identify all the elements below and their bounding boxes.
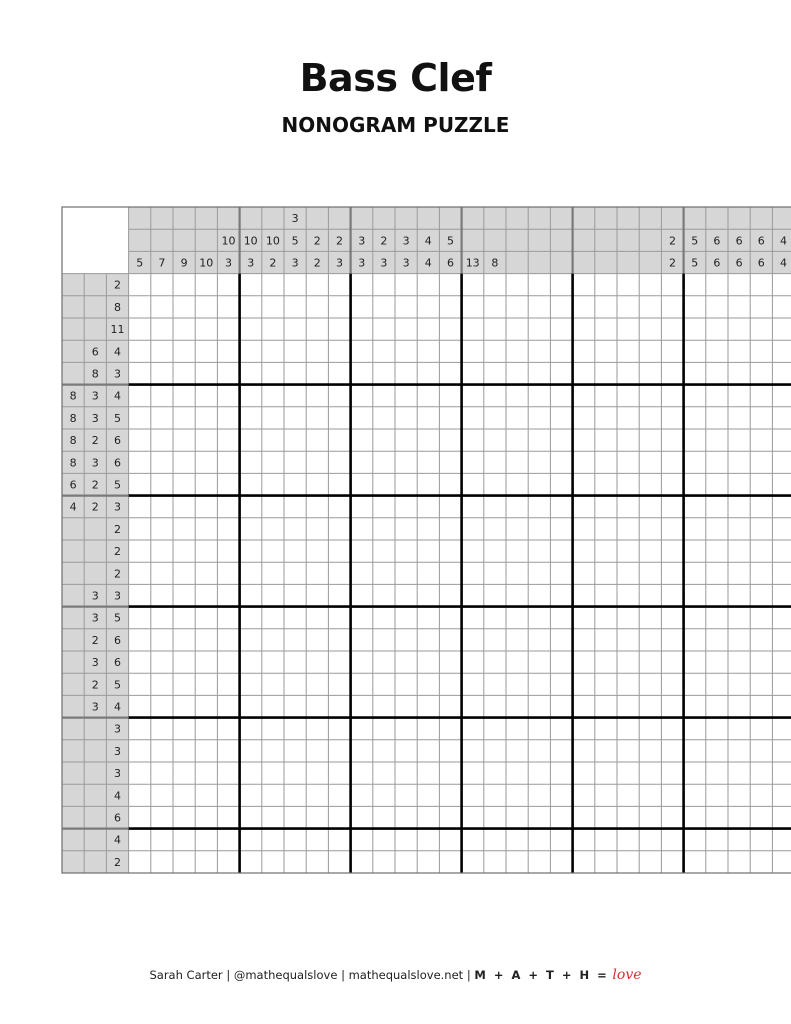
row-clue: 3 <box>114 744 121 758</box>
row-clue: 3 <box>114 767 121 781</box>
row-clue: 6 <box>69 478 77 492</box>
row-clue: 3 <box>91 589 99 603</box>
row-clue: 2 <box>91 500 99 514</box>
row-clue: 2 <box>114 567 121 581</box>
column-clue: 6 <box>735 256 743 270</box>
row-clue: 6 <box>114 656 121 670</box>
row-clue: 3 <box>91 456 99 470</box>
row-clue: 6 <box>114 434 121 448</box>
row-clue: 2 <box>114 522 121 536</box>
column-clue: 2 <box>669 234 676 248</box>
column-clue: 5 <box>136 256 144 270</box>
column-clue: 3 <box>358 256 366 270</box>
column-clue: 5 <box>691 234 699 248</box>
row-clue: 5 <box>114 678 121 692</box>
row-clue: 8 <box>69 411 77 425</box>
column-clue: 10 <box>199 256 214 270</box>
row-clue: 3 <box>91 611 99 625</box>
column-clue: 5 <box>291 234 299 248</box>
row-clue: 4 <box>114 345 121 359</box>
row-clue: 3 <box>114 500 121 514</box>
column-clue: 10 <box>265 234 280 248</box>
row-clue: 6 <box>114 811 121 825</box>
column-clue: 7 <box>158 256 166 270</box>
row-clue: 4 <box>114 833 121 847</box>
footer <box>0 967 791 983</box>
column-clue: 2 <box>313 256 321 270</box>
column-clue: 6 <box>447 256 454 270</box>
footer-love-logo: love <box>612 967 642 983</box>
row-clue: 4 <box>114 700 121 714</box>
column-clue: 8 <box>491 256 499 270</box>
row-clue: 8 <box>91 367 99 381</box>
column-clue: 2 <box>313 234 321 248</box>
row-clue: 4 <box>114 389 121 403</box>
row-clue: 2 <box>91 478 99 492</box>
page-title: Bass Clef <box>299 56 492 100</box>
row-clue: 5 <box>114 611 121 625</box>
footer-brand: M + A + T + H = <box>474 968 609 982</box>
column-clue: 6 <box>757 234 765 248</box>
row-clue: 5 <box>114 411 121 425</box>
row-clue: 2 <box>91 678 99 692</box>
row-clue: 8 <box>69 456 77 470</box>
row-clue: 5 <box>114 478 121 492</box>
column-clue: 6 <box>735 234 743 248</box>
column-clue: 4 <box>424 234 432 248</box>
column-clue: 3 <box>247 256 255 270</box>
column-clue: 13 <box>465 256 480 270</box>
column-clue: 4 <box>780 234 787 248</box>
row-clue: 4 <box>114 789 121 803</box>
row-clue: 6 <box>91 345 99 359</box>
column-clue: 6 <box>713 234 721 248</box>
row-clue: 3 <box>114 722 121 736</box>
column-clue: 6 <box>713 256 721 270</box>
column-clue: 9 <box>180 256 188 270</box>
row-clue: 6 <box>114 456 121 470</box>
column-clue: 3 <box>291 212 299 226</box>
row-clue: 3 <box>114 367 121 381</box>
row-clue: 3 <box>91 656 99 670</box>
column-clue: 3 <box>402 234 410 248</box>
column-clue: 3 <box>225 256 232 270</box>
column-clue: 3 <box>380 256 388 270</box>
row-clue: 4 <box>69 500 77 514</box>
row-clue: 2 <box>114 278 121 292</box>
column-clue: 3 <box>336 256 343 270</box>
row-clue: 2 <box>114 545 121 559</box>
column-clue: 5 <box>447 234 454 248</box>
column-clue: 3 <box>358 234 366 248</box>
column-clue: 2 <box>380 234 388 248</box>
row-clue: 3 <box>91 411 99 425</box>
page-subtitle: NONOGRAM PUZZLE <box>281 113 510 137</box>
column-clue: 10 <box>221 234 236 248</box>
column-clue: 10 <box>243 234 258 248</box>
row-clue: 6 <box>114 633 121 647</box>
footer-separator: | <box>466 968 471 982</box>
row-clue: 8 <box>69 434 77 448</box>
column-clue: 2 <box>336 234 343 248</box>
column-clue: 4 <box>780 256 787 270</box>
row-clue: 2 <box>91 434 99 448</box>
column-clue: 2 <box>669 256 676 270</box>
footer-separator: | <box>341 968 345 982</box>
footer-site: mathequalslove.net <box>348 968 464 982</box>
column-clue: 6 <box>757 256 765 270</box>
row-clue: 8 <box>114 300 121 314</box>
column-clue: 5 <box>691 256 699 270</box>
corner-cell <box>62 207 129 274</box>
column-clue: 3 <box>402 256 410 270</box>
column-clue: 3 <box>291 256 299 270</box>
footer-separator: | <box>226 968 231 982</box>
column-clue: 2 <box>269 256 277 270</box>
row-clue: 3 <box>114 589 121 603</box>
row-clue: 11 <box>110 323 125 337</box>
row-clue: 2 <box>91 633 99 647</box>
row-clue: 3 <box>91 700 99 714</box>
footer-author: Sarah Carter <box>149 968 223 982</box>
row-clue: 8 <box>69 389 77 403</box>
footer-handle: @mathequalslove <box>233 968 338 982</box>
column-clue: 4 <box>424 256 432 270</box>
row-clue: 2 <box>114 855 121 869</box>
row-clue: 3 <box>91 389 99 403</box>
